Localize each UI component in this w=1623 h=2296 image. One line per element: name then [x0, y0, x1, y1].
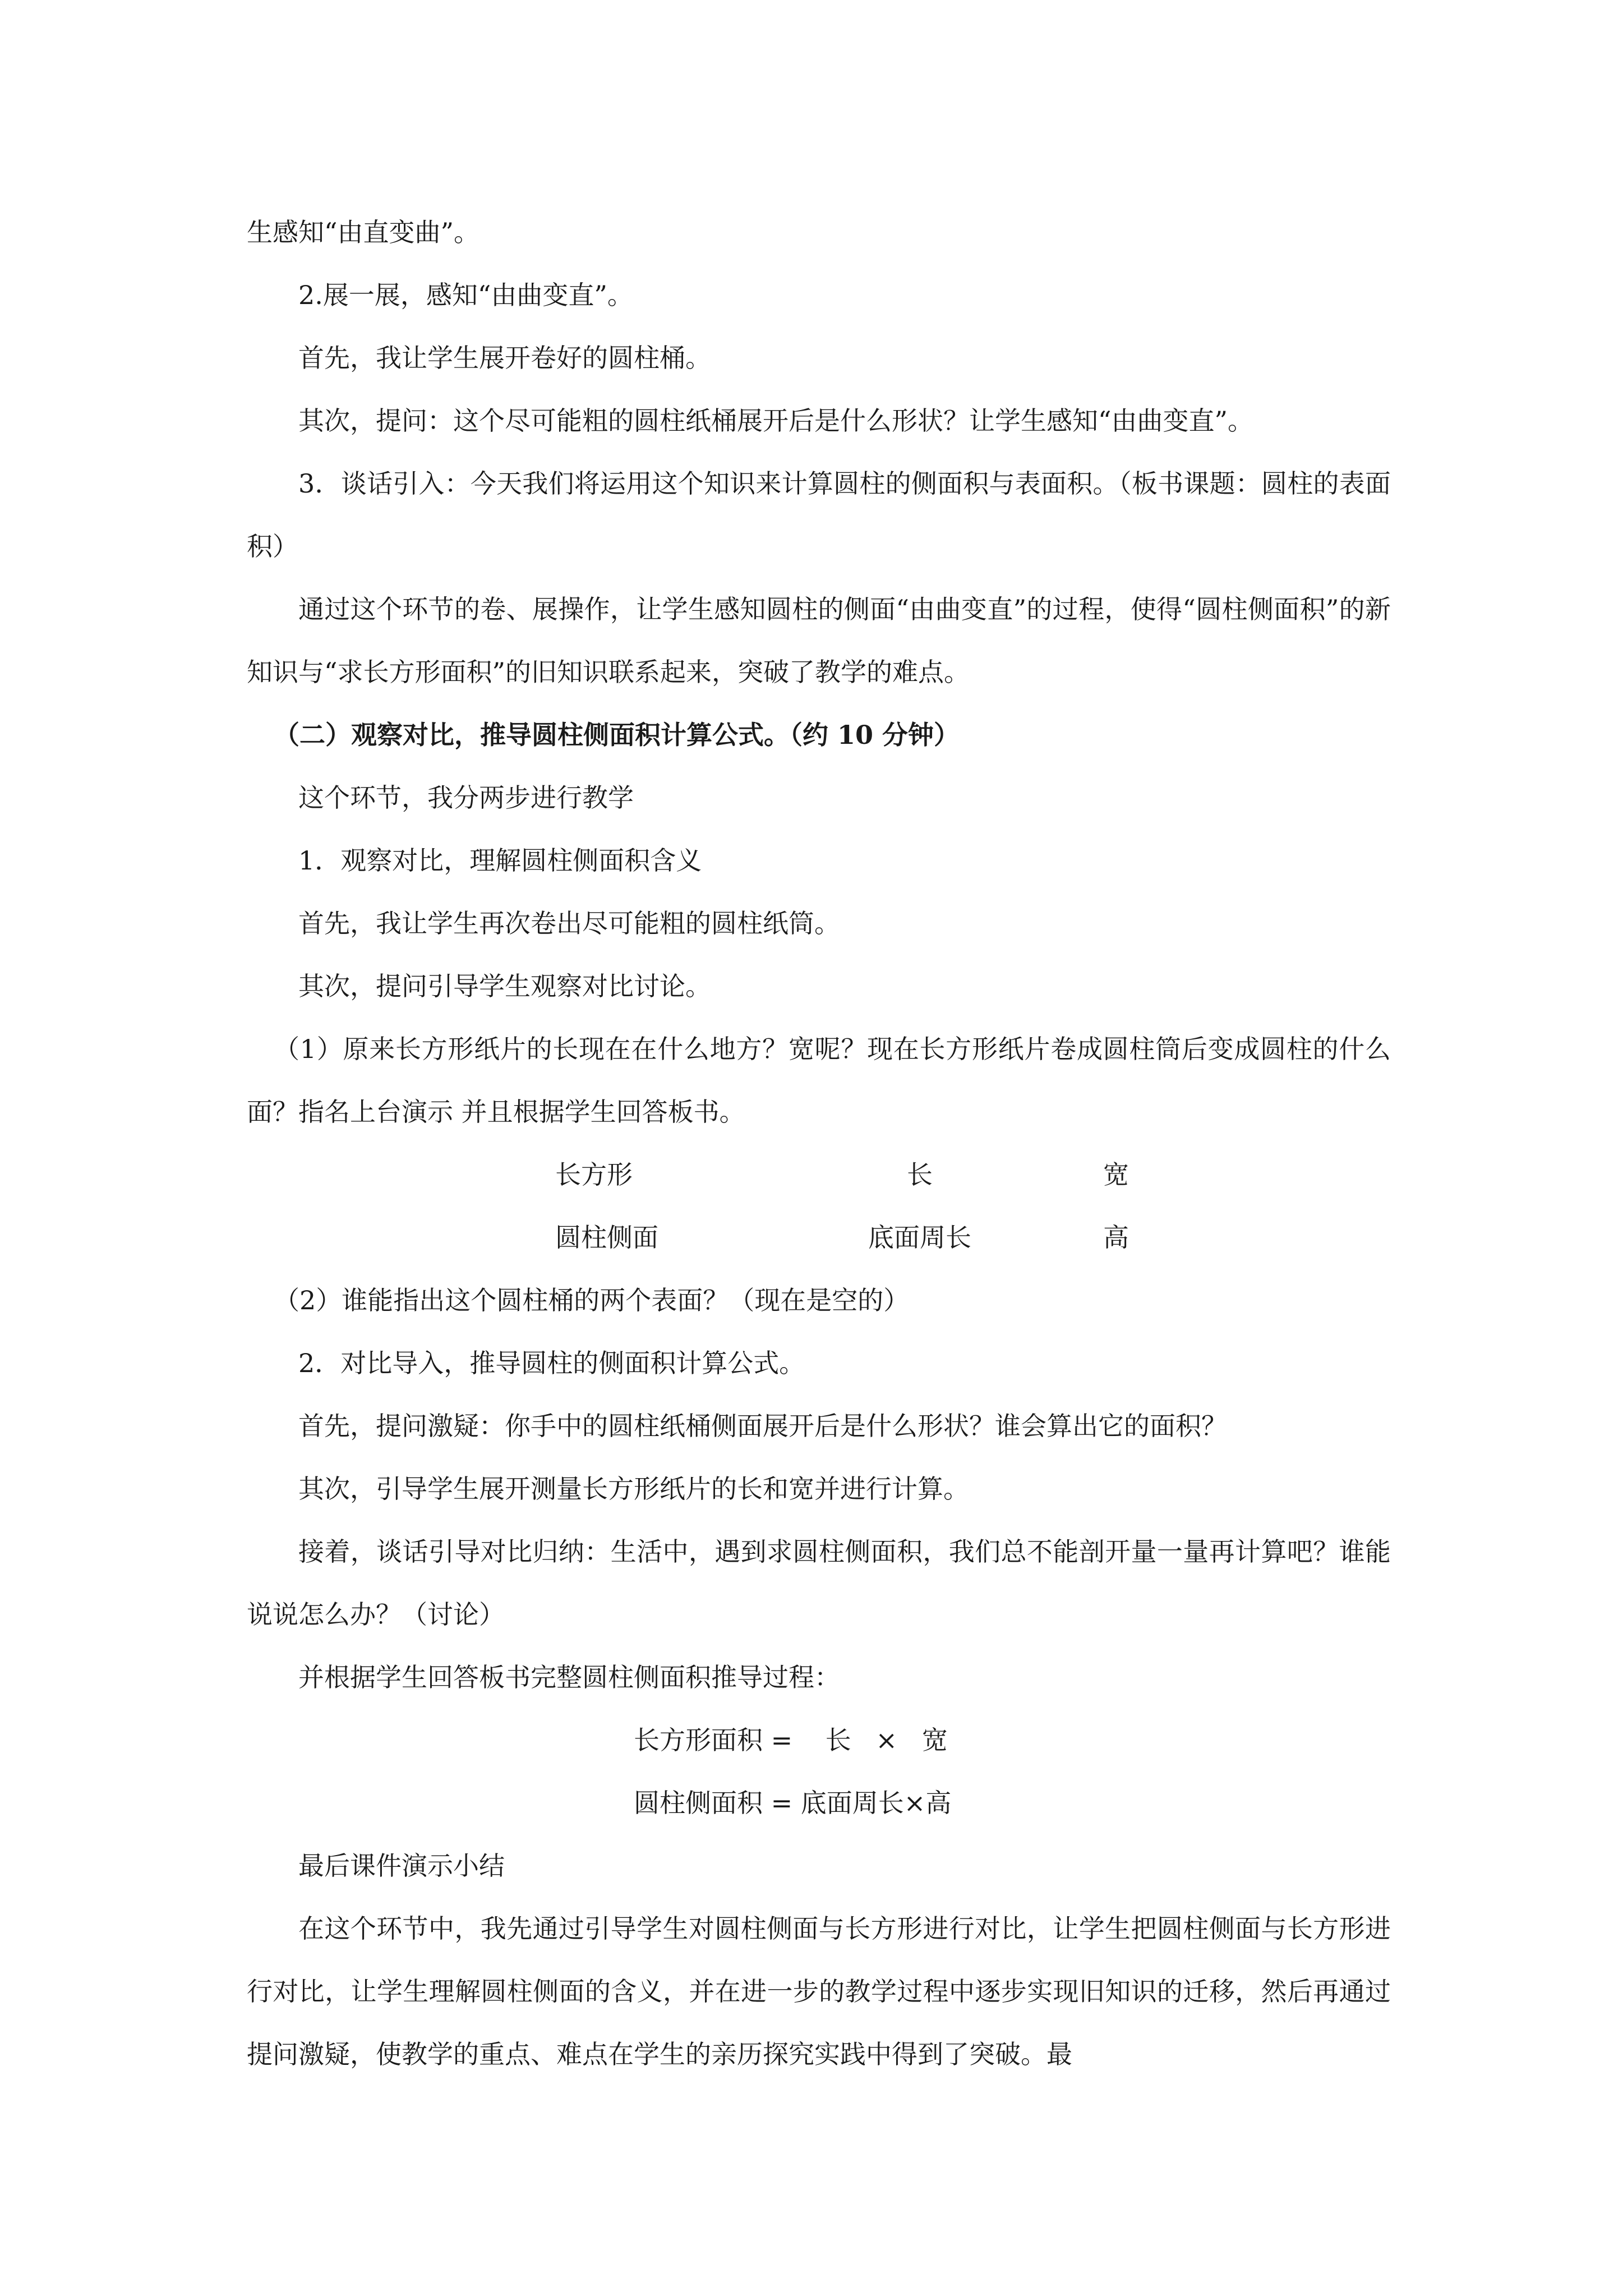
board-cell: 长 — [907, 1159, 933, 1190]
paragraph: 最后课件演示小结 — [298, 1851, 505, 1881]
paragraph: 2．对比导入，推导圆柱的侧面积计算公式。 — [298, 1348, 805, 1378]
formula-line: 长方形面积 = 长 × 宽 — [634, 1725, 948, 1755]
paragraph: 首先，我让学生再次卷出尽可能粗的圆柱纸筒。 — [298, 908, 840, 938]
paragraph: 并根据学生回答板书完整圆柱侧面积推导过程： — [298, 1662, 840, 1692]
paragraph: 接着，谈话引导对比归纳：生活中，遇到求圆柱侧面积，我们总不能剖开量一量再计算吧？谁能说说怎么办？（讨论） — [247, 1536, 1391, 1630]
paragraph: 通过这个环节的卷、展操作，让学生感知圆柱的侧面“由曲变直”的过程，使得“圆柱侧面积”的新知识与“求长方形面积”的旧知识联系起来，突破了教学的难点。 — [247, 594, 1391, 687]
board-cell: 底面周长 — [868, 1222, 971, 1253]
board-table — [247, 1143, 1391, 1269]
paragraph: 其次，引导学生展开测量长方形纸片的长和宽并进行计算。 — [298, 1474, 969, 1504]
board-table-row — [247, 1206, 1391, 1269]
paragraph: 在这个环节中，我先通过引导学生对圆柱侧面与长方形进行对比，让学生把圆柱侧面与长方形进行对比，让学生理解圆柱侧面的含义，并在进一步的教学过程中逐步实现旧知识的迁移，然后再通过提问激疑，使教学的重点、难点在学生的亲历探究实践中得到了突破。最 — [247, 1913, 1391, 2069]
document-body — [247, 201, 1391, 2086]
paragraph: 首先，提问激疑：你手中的圆柱纸桶侧面展开后是什么形状？谁会算出它的面积？ — [298, 1411, 1227, 1441]
board-table-row — [247, 1143, 1391, 1206]
formula-line: 圆柱侧面积 = 底面周长×高 — [634, 1788, 952, 1818]
formula-block — [247, 1709, 1391, 1834]
paragraph: 1．观察对比，理解圆柱侧面积含义 — [298, 845, 702, 876]
paragraph: 其次，提问：这个尽可能粗的圆柱纸桶展开后是什么形状？让学生感知“由曲变直”。 — [298, 406, 1254, 436]
paragraph: 其次，提问引导学生观察对比讨论。 — [298, 971, 711, 1001]
section-heading: （二）观察对比，推导圆柱侧面积计算公式。（约 10 分钟） — [274, 720, 960, 750]
board-cell: 宽 — [1103, 1159, 1129, 1190]
paragraph: 3．谈话引入：今天我们将运用这个知识来计算圆柱的侧面积与表面积。（板书课题：圆柱的表面积） — [247, 468, 1391, 562]
paragraph: 首先，我让学生展开卷好的圆柱桶。 — [298, 343, 711, 373]
paragraph: 生感知“由直变曲”。 — [247, 217, 480, 247]
paragraph: （1）原来长方形纸片的长现在在什么地方？宽呢？现在长方形纸片卷成圆柱筒后变成圆柱的什么面？指名上台演示 并且根据学生回答板书。 — [247, 1034, 1391, 1127]
board-cell: 长方形 — [555, 1159, 633, 1190]
paragraph: （2）谁能指出这个圆柱桶的两个表面？（现在是空的） — [274, 1285, 910, 1315]
board-cell: 圆柱侧面 — [555, 1222, 658, 1253]
paragraph: 2.展一展，感知“由曲变直”。 — [298, 280, 633, 310]
board-cell: 高 — [1103, 1222, 1129, 1253]
paragraph: 这个环节，我分两步进行教学 — [298, 783, 634, 813]
